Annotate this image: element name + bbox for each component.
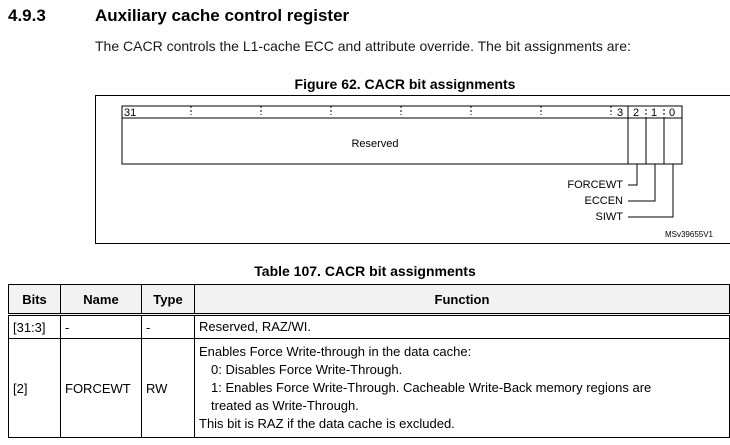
function-line: 1: Enables Force Write-Through. Cacheable Write-Back memory regions are [211, 380, 652, 395]
cell-type: - [142, 315, 195, 339]
table-row [9, 315, 730, 339]
callout-eccen: ECCEN [584, 195, 623, 207]
cell-bits: [31:3] [9, 315, 61, 339]
cacr-bit-diagram [95, 95, 730, 244]
cell-function [195, 315, 730, 339]
bit-label-0: 0 [669, 107, 676, 119]
header-function: Function [195, 285, 730, 315]
section-number: 4.9.3 [8, 6, 46, 25]
bit-ruler [122, 106, 664, 118]
callout-lines [628, 164, 673, 217]
callout-siwt: SIWT [595, 211, 623, 223]
function-line: treated as Write-Through. [211, 398, 359, 413]
cell-bits: [2] [9, 339, 61, 438]
function-line: Enables Force Write-through in the data cache: [199, 344, 472, 359]
function-line: 0: Disables Force Write-Through. [211, 362, 403, 377]
reserved-field-label: Reserved [351, 138, 399, 150]
header-type: Type [142, 285, 195, 315]
section-title: Auxiliary cache control register [95, 6, 350, 25]
bit-label-3: 3 [617, 107, 624, 119]
header-name: Name [61, 285, 142, 315]
figure-id: MSv39655V1 [664, 230, 713, 239]
cell-type: RW [142, 339, 195, 438]
table-header-row [9, 285, 730, 315]
bit-label-31: 31 [124, 107, 137, 119]
header-bits: Bits [9, 285, 61, 315]
function-line: This bit is RAZ if the data cache is excluded. [199, 416, 455, 431]
table-caption: Table 107. CACR bit assignments [254, 263, 476, 279]
cell-name: FORCEWT [61, 339, 142, 438]
bit-assignments-table [8, 284, 730, 438]
figure-caption: Figure 62. CACR bit assignments [294, 76, 516, 92]
table-row [9, 339, 730, 438]
intro-paragraph: The CACR controls the L1-cache ECC and attribute override. The bit assignments are: [95, 38, 631, 54]
bit-label-1: 1 [651, 107, 658, 119]
cell-name: - [61, 315, 142, 339]
cell-function [195, 339, 730, 438]
function-line: Reserved, RAZ/WI. [199, 319, 311, 334]
bit-label-2: 2 [633, 107, 640, 119]
callout-forcewt: FORCEWT [567, 179, 623, 191]
register-body [122, 106, 682, 164]
